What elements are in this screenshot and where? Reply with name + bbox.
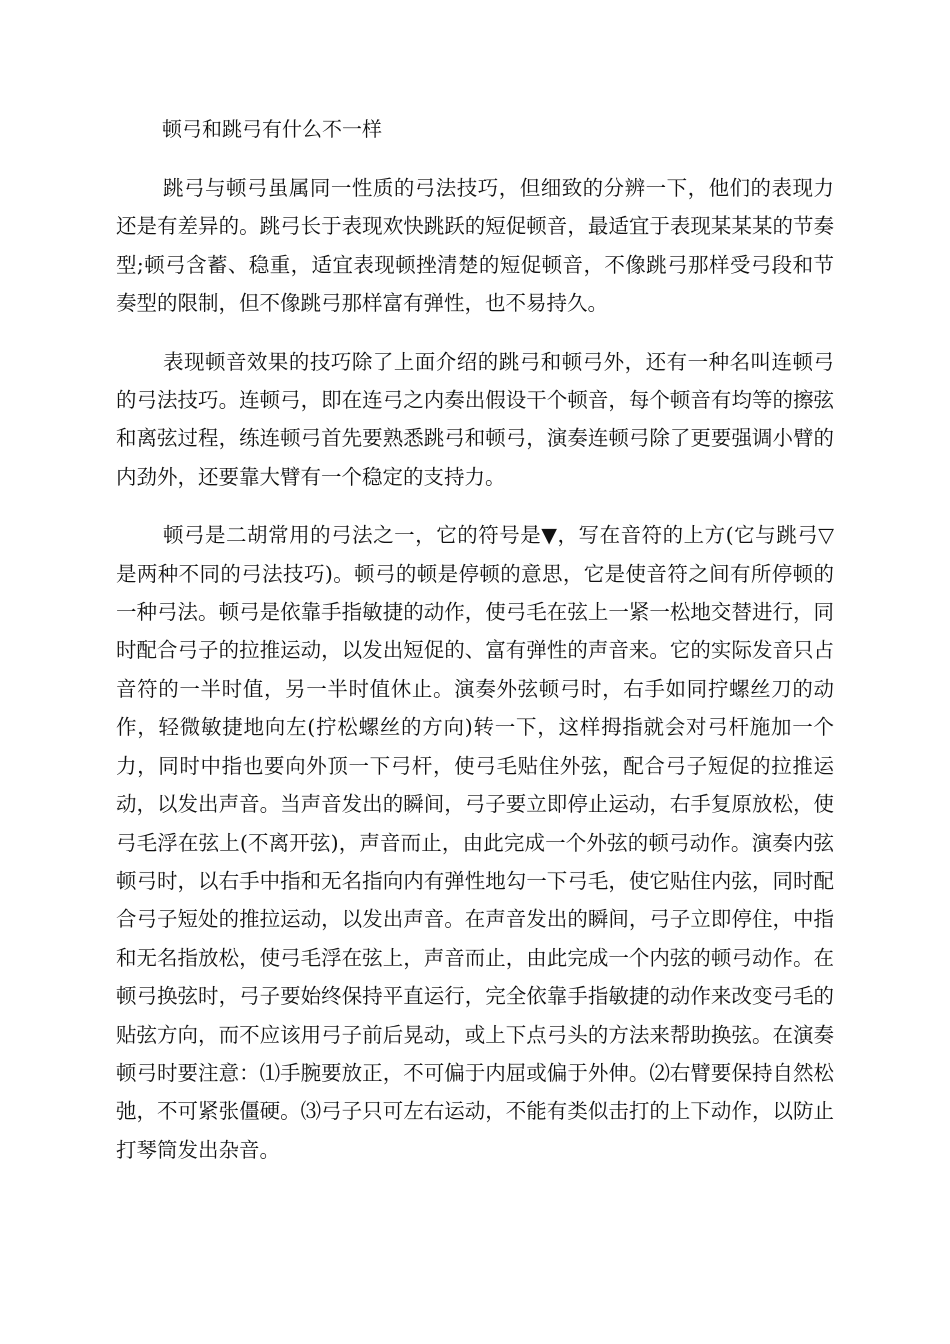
paragraph-3: 顿弓是二胡常用的弓法之一，它的符号是▼，写在音符的上方(它与跳弓▽是两种不同的弓法技巧)。顿弓的顿是停顿的意思，它是使音符之间有所停顿的一种弓法。顿弓是依靠手指敏捷的动作，使弓毛在弦上一紧一松地交替进行，同时配合弓子的拉推运动，以发出短促的、富有弹性的声音来。它的实际发音只占音符的一半时值，另一半时值休止。演奏外弦顿弓时，右手如同拧螺丝刀的动作，轻微敏捷地向左(拧松螺丝的方向)转一下，这样拇指就会对弓杆施加一个力，同时中指也要向外顶一下弓杆，使弓毛贴住外弦，配合弓子短促的拉推运动，以发出声音。当声音发出的瞬间，弓子要立即停止运动，右手复原放松，使弓毛浮在弦上(不离开弦)，声音而止，由此完成一个外弦的顿弓动作。演奏内弦顿弓时，以右手中指和无名指向内有弹性地勾一下弓毛，使它贴住内弦，同时配合弓子短处的推拉运动，以发出声音。在声音发出的瞬间，弓子立即停住，中指和无名指放松，使弓毛浮在弦上，声音而止，由此完成一个内弦的顿弓动作。在顿弓换弦时，弓子要始终保持平直运行，完全依靠手指敏捷的动作来改变弓毛的贴弦方向，而不应该用弓子前后晃动，或上下点弓头的方法来帮助换弦。在演奏顿弓时要注意：⑴手腕要放正，不可偏于内屈或偏于外伸。⑵右臂要保持自然松弛，不可紧张僵硬。⑶弓子只可左右运动，不能有类似击打的上下动作，以防止打琴筒发出杂音。 <box>116 523 834 1162</box>
document-title: 顿弓和跳弓有什么不一样 <box>162 117 382 141</box>
paragraph-2: 表现顿音效果的技巧除了上面介绍的跳弓和顿弓外，还有一种名叫连顿弓的弓法技巧。连顿弓，即在连弓之内奏出假设干个顿音，每个顿音有均等的擦弦和离弦过程，练连顿弓首先要熟悉跳弓和顿弓，演奏连顿弓除了更要强调小臂的内劲外，还要靠大臂有一个稳定的支持力。 <box>116 349 834 489</box>
paragraph-1: 跳弓与顿弓虽属同一性质的弓法技巧，但细致的分辨一下，他们的表现力还是有差异的。跳弓长于表现欢快跳跃的短促顿音，最适宜于表现某某某的节奏型;顿弓含蓄、稳重，适宜表现顿挫清楚的短促顿音，不像跳弓那样受弓段和节奏型的限制，但不像跳弓那样富有弹性，也不易持久。 <box>116 176 834 316</box>
document-page <box>116 110 834 1189</box>
